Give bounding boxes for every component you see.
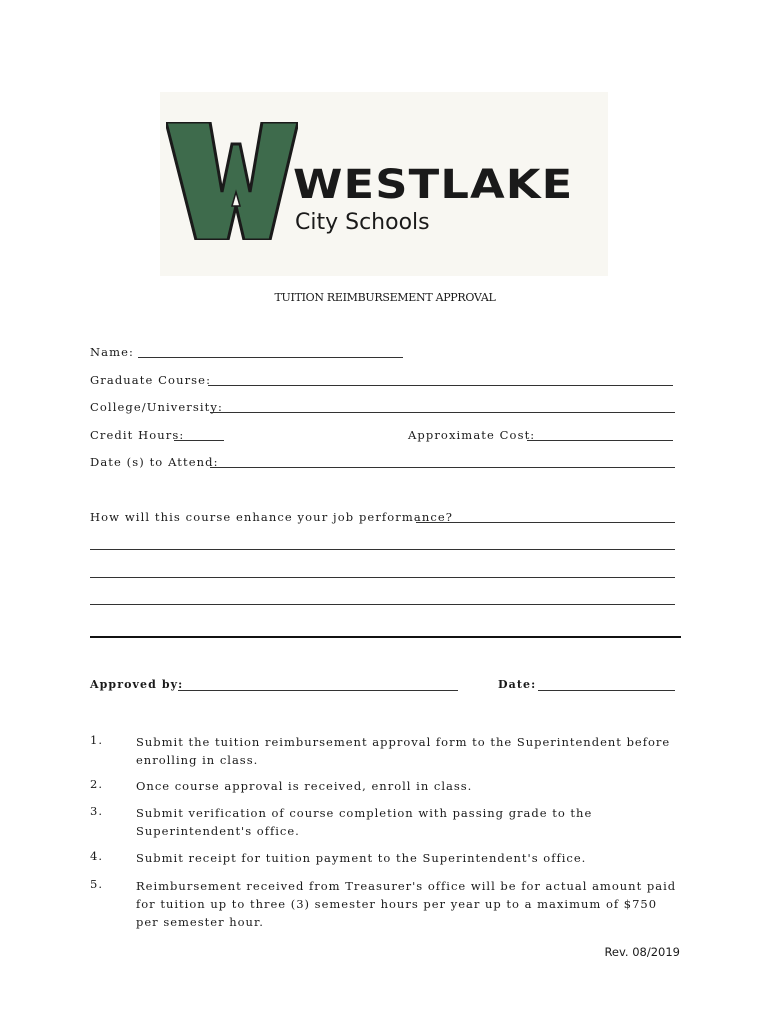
graduate-course-field[interactable] — [208, 385, 673, 386]
step-number: 1. — [90, 733, 103, 747]
logo-wordmark: WESTLAKE — [293, 162, 574, 208]
credit-hours-label: Credit Hours: — [90, 428, 185, 442]
job-performance-answer-line-2[interactable] — [90, 549, 675, 550]
step-text: Submit the tuition reimbursement approval form to the Superintendent before enrolling in class. — [136, 735, 671, 767]
step-text: Once course approval is received, enroll in class. — [136, 779, 473, 793]
approved-by-label: Approved by: — [90, 678, 184, 691]
step-text: Submit verification of course completion with passing grade to the Superintendent's office. — [136, 806, 593, 838]
college-university-field[interactable] — [210, 412, 675, 413]
westlake-w-logo-icon — [166, 122, 298, 240]
step-text: Reimbursement received from Treasurer's office will be for actual amount paid for tuition up to three (3) semester hours per year up to a maximum of $750 per semester hour. — [136, 879, 677, 929]
dates-to-attend-label: Date (s) to Attend: — [90, 455, 219, 469]
step-number: 2. — [90, 777, 103, 791]
logo-subtitle: City Schools — [295, 210, 430, 235]
step-number: 3. — [90, 804, 103, 818]
job-performance-question: How will this course enhance your job performance? — [90, 510, 454, 524]
job-performance-answer-line-4[interactable] — [90, 604, 675, 605]
approval-date-label: Date: — [498, 678, 537, 691]
job-performance-answer-line-3[interactable] — [90, 577, 675, 578]
college-university-label: College/University: — [90, 400, 223, 414]
step-number: 5. — [90, 877, 103, 891]
name-field[interactable] — [138, 357, 403, 358]
approval-date-field[interactable] — [538, 690, 675, 691]
form-title: TUITION REIMBURSEMENT APPROVAL — [274, 291, 496, 304]
approved-by-signature-field[interactable] — [178, 690, 458, 691]
section-divider — [90, 636, 681, 638]
approximate-cost-label: Approximate Cost: — [408, 428, 536, 442]
step-number: 4. — [90, 849, 103, 863]
job-performance-answer-line-1[interactable] — [416, 522, 675, 523]
dates-to-attend-field[interactable] — [210, 467, 675, 468]
name-label: Name: — [90, 345, 135, 359]
graduate-course-label: Graduate Course: — [90, 373, 212, 387]
step-text: Submit receipt for tuition payment to the Superintendent's office. — [136, 851, 587, 865]
school-logo — [160, 92, 608, 276]
credit-hours-field[interactable] — [174, 440, 224, 441]
revision-label: Rev. 08/2019 — [604, 945, 680, 959]
approximate-cost-field[interactable] — [527, 440, 673, 441]
